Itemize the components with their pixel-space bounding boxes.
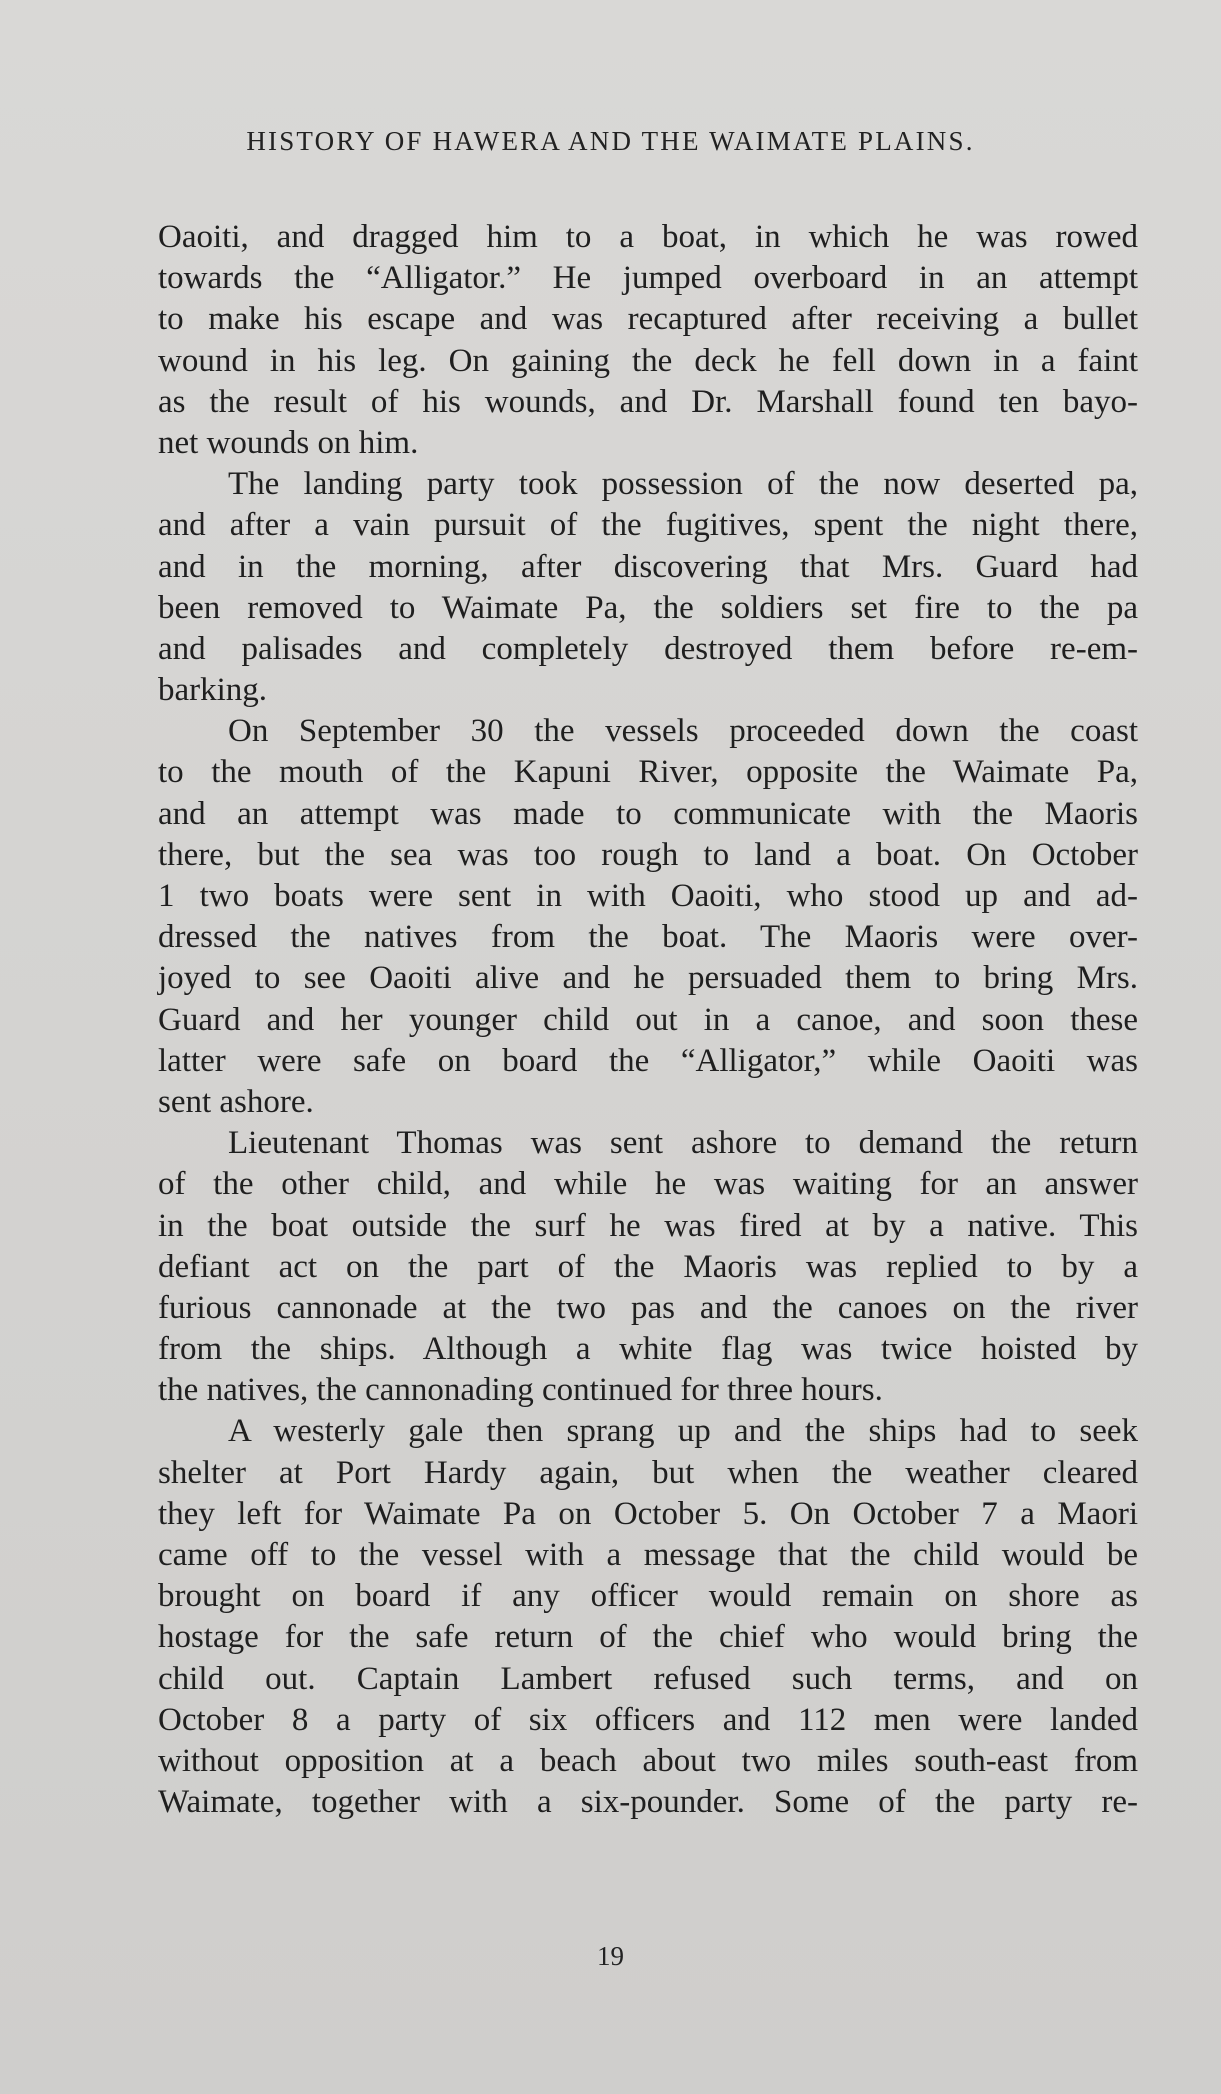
text-line: 1 two boats were sent in with Oaoiti, who stood up and ad- bbox=[158, 878, 1138, 914]
text-line: On September 30 the vessels proceeded down the coast bbox=[228, 713, 1138, 750]
text-line: child out. Captain Lambert refused such terms, and on bbox=[158, 1660, 1138, 1697]
body-text bbox=[158, 217, 1138, 1823]
text-line: of the other child, and while he was waiting for an answer bbox=[158, 1166, 1138, 1203]
text-line: Oaoiti, and dragged him to a boat, in which he was rowed bbox=[158, 219, 1138, 255]
text-line: the natives, the cannonading continued for three hours. bbox=[158, 1372, 883, 1409]
text-line: from the ships. Although a white flag was twice hoisted by bbox=[158, 1331, 1138, 1368]
text-line: wound in his leg. On gaining the deck he fell down in a faint bbox=[158, 342, 1138, 379]
text-line: latter were safe on board the “Alligator,” while Oaoiti was bbox=[158, 1042, 1138, 1079]
paragraph bbox=[158, 464, 1138, 711]
text-line: to the mouth of the Kapuni River, opposite the Waimate Pa, bbox=[158, 754, 1138, 791]
paragraph bbox=[158, 1411, 1138, 1823]
text-line: dressed the natives from the boat. The Maoris were over- bbox=[158, 919, 1138, 956]
text-line: defiant act on the part of the Maoris was replied to by a bbox=[158, 1248, 1138, 1285]
text-line: came off to the vessel with a message that the child would be bbox=[158, 1537, 1138, 1573]
text-line: and in the morning, after discovering that Mrs. Guard had bbox=[158, 548, 1138, 585]
page-number: 19 bbox=[597, 1941, 624, 1971]
text-line: The landing party took possession of the now deserted pa, bbox=[228, 466, 1138, 503]
text-line: been removed to Waimate Pa, the soldiers set fire to the pa bbox=[158, 589, 1138, 626]
text-line: sent ashore. bbox=[158, 1083, 314, 1120]
text-line: barking. bbox=[158, 672, 268, 709]
text-line: and after a vain pursuit of the fugitives, spent the night there, bbox=[158, 507, 1138, 544]
text-line: hostage for the safe return of the chief who would bring the bbox=[158, 1619, 1138, 1656]
paragraph bbox=[158, 711, 1138, 1123]
text-line: Guard and her younger child out in a canoe, and soon these bbox=[158, 1001, 1138, 1038]
text-line: October 8 a party of six officers and 112 men were landed bbox=[158, 1701, 1138, 1738]
text-line: net wounds on him. bbox=[158, 424, 419, 461]
text-line: they left for Waimate Pa on October 5. On October 7 a Maori bbox=[158, 1495, 1138, 1532]
text-line: to make his escape and was recaptured after receiving a bullet bbox=[158, 301, 1138, 338]
paragraph bbox=[158, 217, 1138, 464]
text-line: without opposition at a beach about two miles south-east from bbox=[158, 1742, 1138, 1779]
text-line: furious cannonade at the two pas and the canoes on the river bbox=[158, 1289, 1138, 1326]
text-line: there, but the sea was too rough to land a boat. On October bbox=[158, 836, 1138, 873]
text-line: Lieutenant Thomas was sent ashore to demand the return bbox=[228, 1125, 1138, 1162]
text-line: Waimate, together with a six-pounder. Some of the party re- bbox=[158, 1784, 1138, 1821]
text-line: in the boat outside the surf he was fired at by a native. This bbox=[158, 1207, 1138, 1244]
text-line: brought on board if any officer would remain on shore as bbox=[158, 1578, 1138, 1615]
text-line: joyed to see Oaoiti alive and he persuaded them to bring Mrs. bbox=[158, 960, 1138, 997]
paragraph bbox=[158, 1123, 1138, 1411]
text-line: A westerly gale then sprang up and the ships had to seek bbox=[228, 1413, 1138, 1450]
text-line: shelter at Port Hardy again, but when the weather cleared bbox=[158, 1454, 1138, 1491]
text-line: and palisades and completely destroyed them before re-em- bbox=[158, 630, 1138, 667]
text-line: as the result of his wounds, and Dr. Marshall found ten bayo- bbox=[158, 383, 1138, 420]
text-line: towards the “Alligator.” He jumped overboard in an attempt bbox=[158, 260, 1138, 297]
text-line: and an attempt was made to communicate with the Maoris bbox=[158, 795, 1138, 832]
running-head: HISTORY OF HAWERA AND THE WAIMATE PLAINS. bbox=[246, 126, 975, 156]
